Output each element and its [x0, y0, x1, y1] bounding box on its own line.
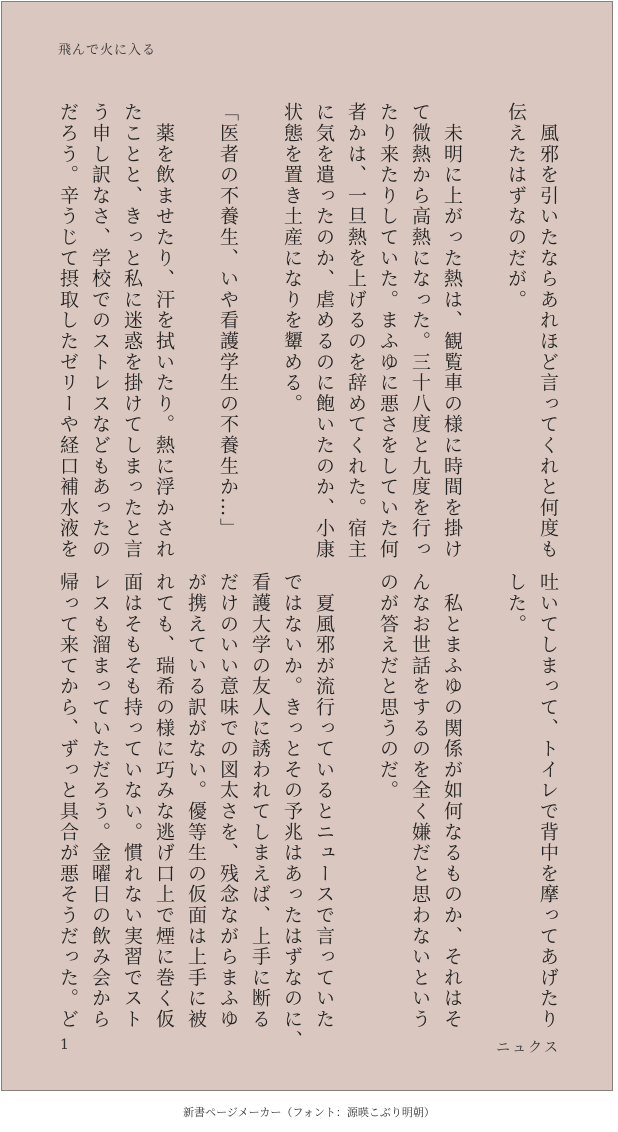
text-line: たことと、きっと私に迷惑を掛けてしまったと言: [121, 102, 143, 560]
text-line: が携えている訳がない。優等生の仮面は上手に被: [185, 572, 207, 1030]
page-number: 1: [60, 1037, 69, 1053]
text-line: レスも溜まっていただろう。金曜日の飲み会から: [89, 572, 111, 1030]
novel-page: [1, 1, 613, 1091]
text-line: 私とまふゆの関係が如何なるものか、それはそ: [441, 572, 463, 1030]
text-line: たり来たりしていた。まふゆに悪さをしていた何: [377, 102, 399, 560]
text-line: した。: [505, 572, 527, 635]
text-line: 面はそもそも持っていない。慣れない実習でスト: [121, 572, 143, 1030]
text-line: 帰って来てから、ずっと具合が悪そうだった。ど: [57, 572, 79, 1030]
text-line: う申し訳なさ、学校でのストレスなどもあったの: [89, 102, 111, 560]
blank-line: [244, 102, 276, 522]
text-line: 状態を置き土産になりを顰める。: [281, 102, 303, 414]
text-line: 伝えたはずなのだが。: [505, 102, 527, 310]
blank-line: [180, 102, 212, 522]
text-line: ではないか。きっとその予兆はあったはずなのに、: [281, 572, 303, 1051]
text-line: 「医者の不養生、いや看護学生の不養生か…」: [217, 102, 239, 539]
text-block-upper: [52, 102, 564, 560]
text-line: れても、瑞希の様に巧みな逃げ口上で煙に巻く仮: [153, 572, 175, 1030]
blank-line: [468, 102, 500, 522]
text-line: 看護大学の友人に誘われてしまえば、上手に断る: [249, 572, 271, 1030]
author-name: ニュクス: [496, 1040, 560, 1056]
text-line: 者かは、一旦熱を上げるのを辞めてくれた。宿主: [345, 102, 367, 560]
text-line: のが答えだと思うのだ。: [377, 572, 399, 801]
generator-caption: 新書ページメーカー（フォント：源暎こぶり明朝）: [183, 1106, 435, 1119]
text-line: だろう。辛うじて摂取したゼリーや経口補水液を: [57, 102, 79, 560]
text-line: て微熱から高熱になった。三十八度と九度を行っ: [409, 102, 431, 560]
text-line: 吐いてしまって、トイレで背中を摩ってあげたり: [537, 572, 559, 1030]
text-line: に気を遣ったのか、虐めるのに飽いたのか、小康: [313, 102, 335, 560]
text-line: んなお世話をするのを全く嫌だと思わないという: [409, 572, 431, 1030]
blank-line: [468, 572, 500, 1012]
chapter-title: 飛んで火に入る: [58, 43, 157, 58]
text-line: だけのいい意味での図太さを、残念ながらまふゆ: [217, 572, 239, 1030]
text-line: 風邪を引いたならあれほど言ってくれと何度も: [537, 102, 559, 560]
blank-line: [340, 572, 372, 1012]
text-line: 薬を飲ませたり、汗を拭いたり。熱に浮かされ: [153, 102, 175, 560]
text-line: 夏風邪が流行っているとニュースで言っていた: [313, 572, 335, 1030]
text-line: 未明に上がった熱は、観覧車の様に時間を掛け: [441, 102, 463, 560]
